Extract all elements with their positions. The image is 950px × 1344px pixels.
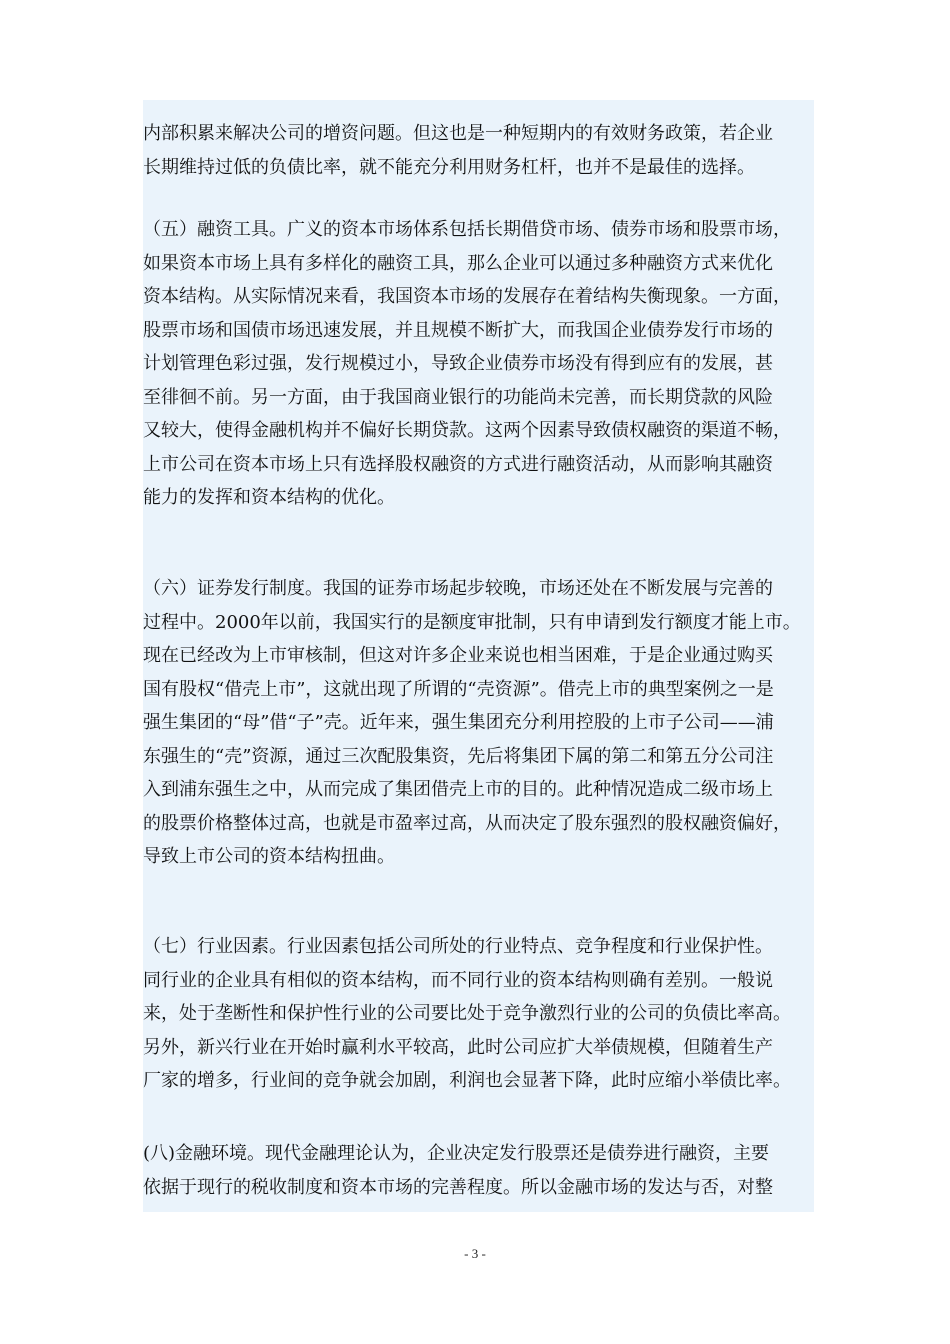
text-line: 又较大，使得金融机构并不偏好长期贷款。这两个因素导致债权融资的渠道不畅， xyxy=(143,420,791,441)
text-line: 长期维持过低的负债比率，就不能充分利用财务杠杆，也并不是最佳的选择。 xyxy=(143,156,755,178)
text-line: 来，处于垄断性和保护性行业的公司要比处于竞争激烈行业的公司的负债比率高。 xyxy=(143,1003,791,1024)
text-line: （七）行业因素。行业因素包括公司所处的行业特点、竞争程度和行业保护性。 xyxy=(143,936,773,957)
text-line: 强生集团的“母”借“子”壳。近年来，强生集团充分利用控股的上市子公司——浦 xyxy=(143,712,774,733)
paragraph-financing-tools xyxy=(143,213,814,515)
text-line: 入到浦东强生之中，从而完成了集团借壳上市的目的。此种情况造成二级市场上 xyxy=(143,779,773,800)
text-line: 计划管理色彩过强，发行规模过小，导致企业债券市场没有得到应有的发展，甚 xyxy=(143,353,773,374)
text-line: 资本结构。从实际情况来看，我国资本市场的发展存在着结构失衡现象。一方面， xyxy=(143,286,791,307)
text-line: 如果资本市场上具有多样化的融资工具，那么企业可以通过多种融资方式来优化 xyxy=(143,252,773,274)
text-line: 另外，新兴行业在开始时赢利水平较高，此时公司应扩大举债规模，但随着生产 xyxy=(143,1036,773,1058)
text-line: 上市公司在资本市场上只有选择股权融资的方式进行融资活动，从而影响其融资 xyxy=(143,453,773,475)
text-line: 导致上市公司的资本结构扭曲。 xyxy=(143,846,395,867)
document-body xyxy=(143,100,814,1212)
page-number: - 3 - xyxy=(464,1246,486,1261)
text-line: 厂家的增多，行业间的竞争就会加剧，利润也会显著下降，此时应缩小举债比率。 xyxy=(143,1070,791,1091)
text-line: (八)金融环境。现代金融理论认为，企业决定发行股票还是债券进行融资，主要 xyxy=(143,1143,770,1164)
text-line: 依据于现行的税收制度和资本市场的完善程度。所以金融市场的发达与否，对整 xyxy=(143,1176,773,1198)
text-line: 同行业的企业具有相似的资本结构，而不同行业的资本结构则确有差别。一般说 xyxy=(143,969,773,991)
text-line: 能力的发挥和资本结构的优化。 xyxy=(143,487,395,508)
text-line: （五）融资工具。广义的资本市场体系包括长期借贷市场、债券市场和股票市场， xyxy=(143,219,791,240)
text-line: 至徘徊不前。另一方面，由于我国商业银行的功能尚未完善，而长期贷款的风险 xyxy=(143,386,773,408)
paragraph-securities-issuance xyxy=(143,572,814,874)
text-line: 东强生的“壳”资源，通过三次配股集资，先后将集团下属的第二和第五分公司注 xyxy=(143,745,774,767)
text-line: 过程中。2000年以前，我国实行的是额度审批制，只有申请到发行额度才能上市。 xyxy=(143,611,801,633)
text-line: 的股票价格整体过高，也就是市盈率过高，从而决定了股东强烈的股权融资偏好， xyxy=(143,812,791,834)
text-line: 内部积累来解决公司的增资问题。但这也是一种短期内的有效财务政策，若企业 xyxy=(143,123,773,144)
text-line: （六）证券发行制度。我国的证券市场起步较晚，市场还处在不断发展与完善的 xyxy=(143,578,773,599)
text-line: 现在已经改为上市审核制，但这对许多企业来说也相当困难，于是企业通过购买 xyxy=(143,645,773,666)
paragraph-industry-factors xyxy=(143,930,814,1098)
text-line: 国有股权“借壳上市”，这就出现了所谓的“壳资源”。借壳上市的典型案例之一是 xyxy=(143,678,774,700)
paragraph-financial-environment xyxy=(143,1137,814,1204)
text-line: 股票市场和国债市场迅速发展，并且规模不断扩大，而我国企业债券发行市场的 xyxy=(143,319,773,341)
paragraph-continuation xyxy=(143,117,814,184)
